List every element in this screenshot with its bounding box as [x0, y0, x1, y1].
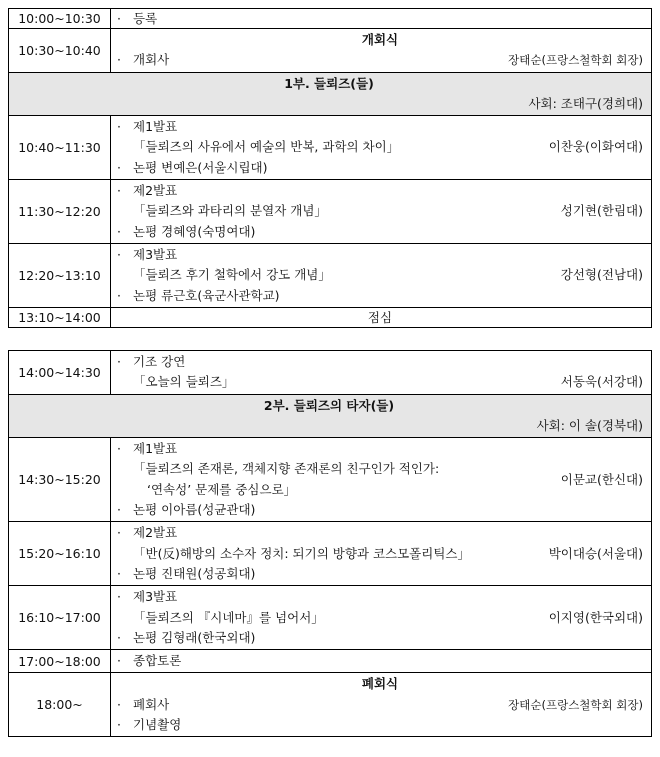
- content-cell: [111, 522, 652, 586]
- content-cell: [111, 438, 652, 522]
- content-cell: [111, 650, 652, 673]
- presenter: 강선형(전남대): [560, 267, 643, 283]
- opening-title: 개회식: [361, 32, 399, 47]
- bullet-icon: ·: [117, 354, 121, 369]
- discussant: 논평 이아름(성균관대): [133, 502, 256, 518]
- presentation-label: 제3발표: [133, 589, 178, 605]
- part1-moderator: 사회: 조태구(경희대): [528, 95, 643, 111]
- content-cell: [111, 29, 652, 73]
- row-presentation-2: [9, 180, 652, 244]
- bullet-icon: ·: [117, 525, 121, 541]
- general-discussion-label: 종합토론: [133, 653, 182, 669]
- bullet-icon: ·: [117, 653, 121, 669]
- photo-session-label: 기념촬영: [133, 717, 182, 733]
- keynote-speaker: 서동욱(서강대): [560, 374, 643, 390]
- presentation-title: 「들뢰즈 후기 철학에서 강도 개념」: [133, 267, 331, 283]
- presentation-title: 「반(反)해방의 소수자 정치: 되기의 방향과 코스모폴리틱스」: [133, 545, 470, 561]
- discussant: 논평 변예은(서울시립대): [133, 159, 268, 175]
- row-presentation-3: [9, 586, 652, 650]
- time-cell: 15:20~16:10: [9, 522, 111, 586]
- presenter: 이문교(한신대): [560, 471, 643, 487]
- bullet-icon: ·: [117, 565, 121, 581]
- time-cell: 14:30~15:20: [9, 438, 111, 522]
- row-presentation-2: [9, 522, 652, 586]
- schedule-table-morning: [8, 8, 652, 328]
- registration-label: 등록: [133, 11, 158, 26]
- bullet-icon: ·: [117, 629, 121, 645]
- row-closing: [9, 673, 652, 737]
- time-cell: 17:00~18:00: [9, 650, 111, 673]
- row-lunch: [9, 307, 652, 327]
- presenter: 이찬웅(이화여대): [548, 139, 643, 155]
- keynote-label: 기조 강연: [133, 354, 186, 369]
- bullet-icon: ·: [117, 589, 121, 605]
- bullet-icon: ·: [117, 696, 121, 712]
- presenter: 이지영(한국외대): [548, 609, 643, 625]
- presentation-title: 「들뢰즈와 과타리의 분열자 개념」: [133, 203, 327, 219]
- opening-speaker: 장태순(프랑스철학회 회장): [508, 53, 643, 68]
- presentation-title-line1: 「들뢰즈의 존재론, 객체지향 존재론의 친구인가 적인가:: [133, 461, 440, 477]
- bullet-icon: ·: [117, 246, 121, 262]
- presentation-label: 제1발표: [133, 119, 178, 135]
- row-presentation-3: [9, 243, 652, 307]
- part2-moderator: 사회: 이 솔(경북대): [536, 417, 643, 433]
- bullet-icon: ·: [117, 52, 121, 68]
- content-cell: [111, 180, 652, 244]
- section-part2: [9, 394, 652, 438]
- discussant: 논평 류근호(육군사관학교): [133, 287, 280, 303]
- time-cell: 12:20~13:10: [9, 243, 111, 307]
- bullet-icon: ·: [117, 223, 121, 239]
- bullet-icon: ·: [117, 441, 121, 457]
- content-cell: [111, 9, 652, 29]
- presenter: 박이대승(서울대): [548, 545, 643, 561]
- row-general-discussion: [9, 650, 652, 673]
- presentation-title: 「들뢰즈의 『시네마』를 넘어서」: [133, 609, 324, 625]
- content-cell: [111, 116, 652, 180]
- bullet-icon: ·: [117, 287, 121, 303]
- presentation-title-line2: ‘연속성’ 문제를 중심으로」: [147, 481, 297, 497]
- time-cell: 10:40~11:30: [9, 116, 111, 180]
- time-cell: 18:00~: [9, 673, 111, 737]
- part2-title: 2부. 들뢰즈의 타자(들): [263, 397, 395, 413]
- content-cell: [111, 673, 652, 737]
- bullet-icon: ·: [117, 11, 121, 26]
- closing-speaker: 장태순(프랑스철학회 회장): [508, 697, 643, 712]
- part1-title: 1부. 들뢰즈(들): [284, 75, 374, 91]
- row-keynote: [9, 351, 652, 395]
- discussant: 논평 김형래(한국외대): [133, 629, 256, 645]
- bullet-icon: ·: [117, 717, 121, 733]
- bullet-icon: ·: [117, 183, 121, 199]
- closing-title: 폐회식: [361, 676, 399, 692]
- schedule-table-afternoon: [8, 350, 652, 737]
- time-cell: 10:30~10:40: [9, 29, 111, 73]
- content-cell: [111, 243, 652, 307]
- lunch-label: 점심: [367, 309, 393, 325]
- bullet-icon: ·: [117, 159, 121, 175]
- bullet-icon: ·: [117, 119, 121, 135]
- discussant: 논평 경혜영(숙명여대): [133, 223, 256, 239]
- time-cell: 10:00~10:30: [9, 9, 111, 29]
- content-cell: [111, 307, 652, 327]
- presentation-title: 「들뢰즈의 사유에서 예술의 반복, 과학의 차이」: [133, 139, 400, 155]
- presentation-label: 제2발표: [133, 183, 178, 199]
- content-cell: [111, 351, 652, 395]
- section-part1: [9, 72, 652, 116]
- row-registration: [9, 9, 652, 29]
- closing-speech-label: 폐회사: [133, 696, 170, 712]
- time-cell: 13:10~14:00: [9, 307, 111, 327]
- row-presentation-1: [9, 116, 652, 180]
- bullet-icon: ·: [117, 502, 121, 518]
- row-opening: [9, 29, 652, 73]
- presentation-label: 제3발표: [133, 246, 178, 262]
- row-presentation-1: [9, 438, 652, 522]
- time-cell: 11:30~12:20: [9, 180, 111, 244]
- discussant: 논평 진태원(성공회대): [133, 565, 256, 581]
- keynote-title: 「오늘의 들뢰즈」: [133, 374, 235, 390]
- presentation-label: 제1발표: [133, 441, 178, 457]
- opening-speech-label: 개회사: [133, 52, 170, 68]
- time-cell: 16:10~17:00: [9, 586, 111, 650]
- presenter: 성기현(한림대): [560, 203, 643, 219]
- presentation-label: 제2발표: [133, 525, 178, 541]
- content-cell: [111, 586, 652, 650]
- time-cell: 14:00~14:30: [9, 351, 111, 395]
